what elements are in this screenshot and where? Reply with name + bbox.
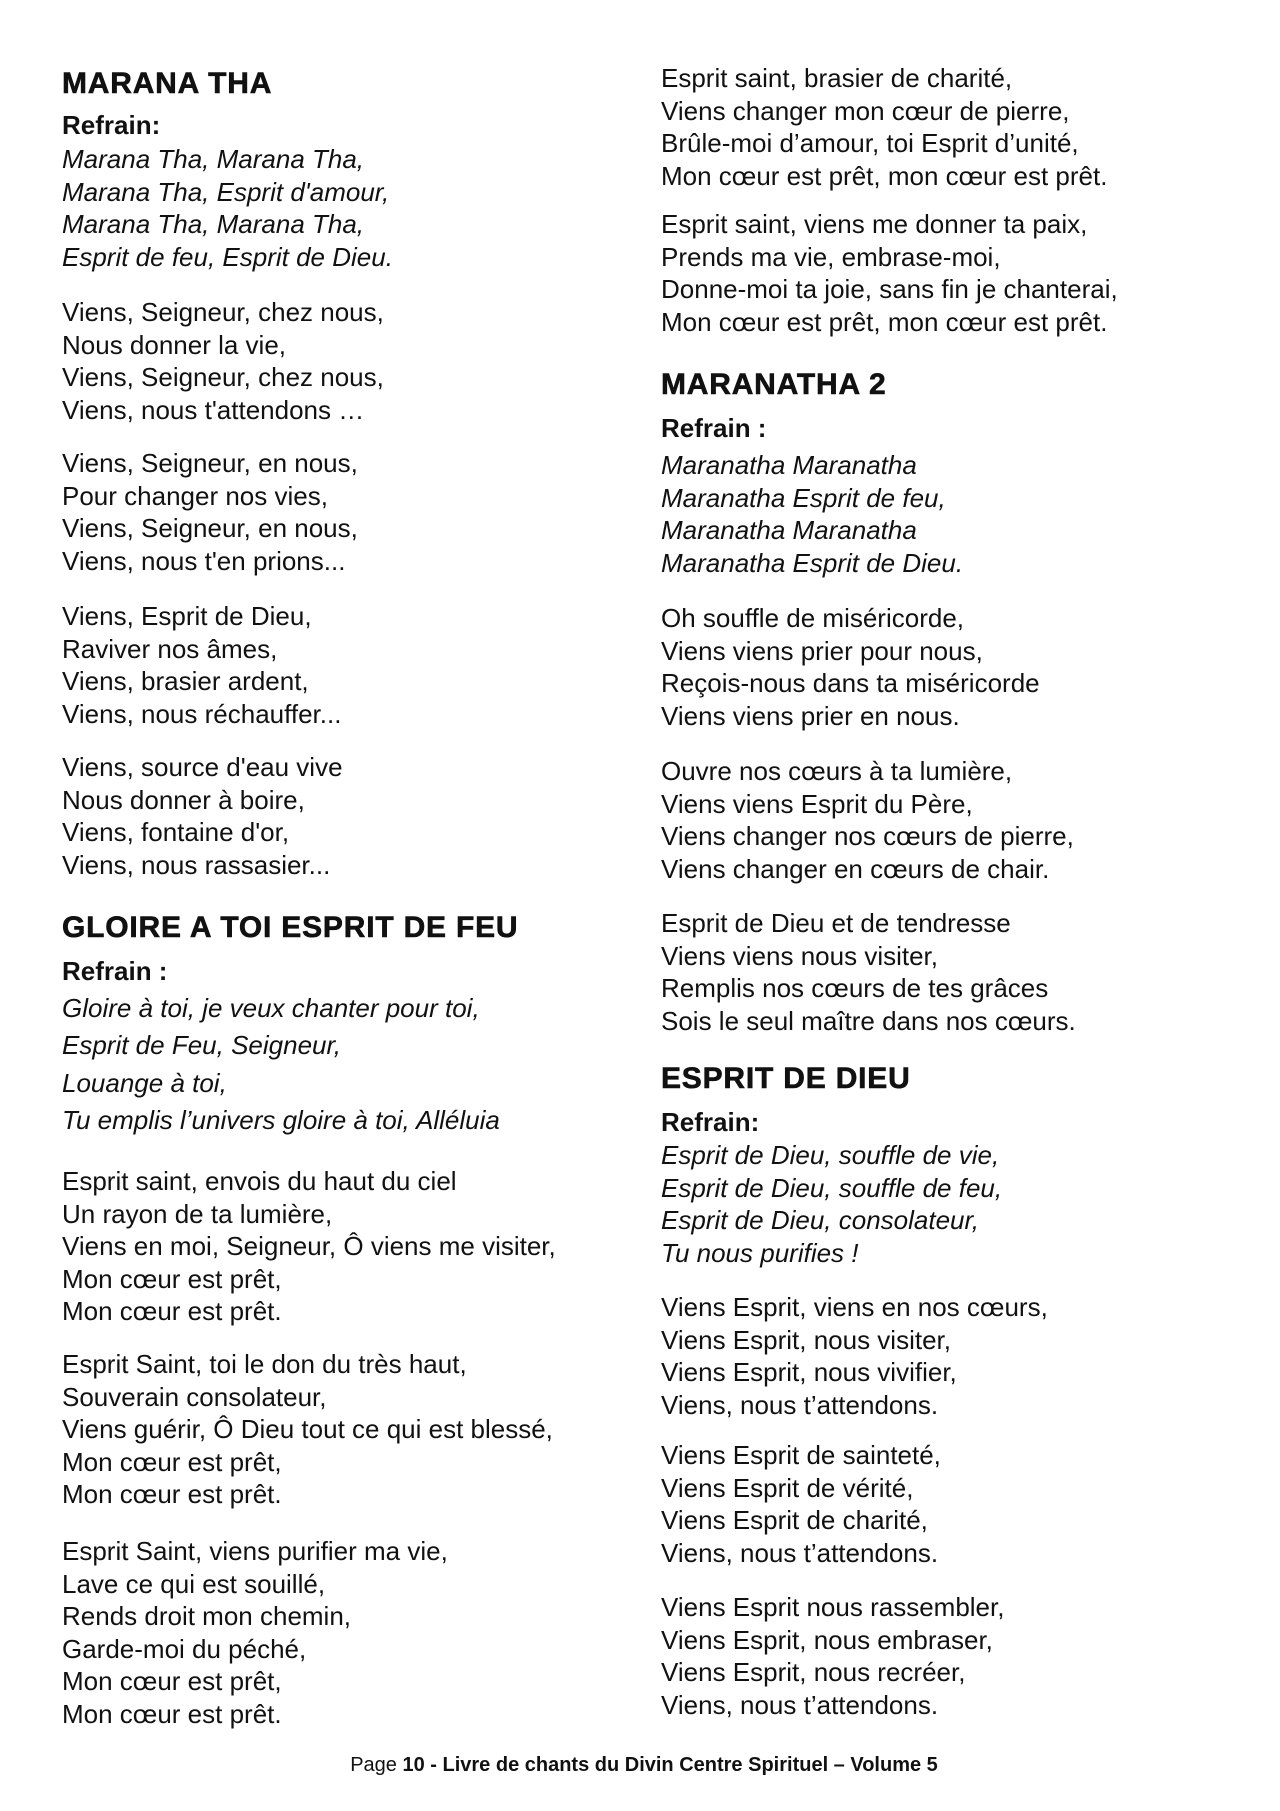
stanza [661, 62, 1107, 192]
refrain-lyrics [661, 449, 963, 579]
lyric-line: Garde-moi du péché, [62, 1633, 307, 1664]
lyric-line: Gloire à toi, je veux chanter pour toi, [62, 993, 480, 1023]
lyric-line: Esprit de Dieu, souffle de feu, [661, 1172, 1003, 1203]
lyric-line: Viens changer en cœurs de chair. [661, 853, 1050, 884]
refrain-lyrics [62, 143, 393, 273]
lyric-line: Viens viens prier pour nous, [661, 635, 983, 666]
stanza [661, 1291, 1048, 1421]
lyric-line: Viens Esprit, nous vivifier, [661, 1357, 957, 1388]
stanza [62, 1348, 553, 1511]
song-title-gloire-a-toi: GLOIRE A TOI ESPRIT DE FEU [62, 911, 519, 944]
lyric-line: Tu nous purifies ! [661, 1237, 859, 1268]
lyric-line: Viens, Seigneur, en nous, [62, 513, 358, 544]
refrain-label: Refrain : [661, 413, 767, 443]
lyric-line: Viens viens Esprit du Père, [661, 788, 973, 819]
stanza [661, 755, 1074, 885]
footer-title: 10 - Livre de chants du Divin Centre Spirituel – Volume 5 [402, 1754, 938, 1776]
lyric-line: Marana Tha, Marana Tha, [62, 144, 365, 174]
lyric-line: Esprit saint, envois du haut du ciel [62, 1166, 457, 1196]
lyric-line: Marana Tha, Marana Tha, [62, 209, 365, 240]
lyric-line: Esprit Saint, viens purifier ma vie, [62, 1536, 448, 1566]
lyric-line: Prends ma vie, embrase-moi, [661, 241, 1001, 272]
lyric-line: Mon cœur est prêt. [62, 1698, 282, 1729]
lyric-line: Viens, Seigneur, chez nous, [62, 362, 384, 393]
stanza [62, 447, 358, 577]
lyric-line: Viens Esprit, viens en nos cœurs, [661, 1292, 1048, 1322]
song-title-maranatha-2: MARANATHA 2 [661, 368, 887, 401]
lyric-line: Mon cœur est prêt. [62, 1479, 282, 1510]
lyric-line: Esprit de Feu, Seigneur, [62, 1030, 341, 1061]
lyric-line: Viens, fontaine d'or, [62, 817, 290, 848]
lyric-line: Maranatha Maranatha [661, 515, 917, 546]
lyric-line: Nous donner à boire, [62, 784, 305, 815]
lyric-line: Viens, nous rassasier... [62, 849, 331, 880]
lyric-line: Viens, Seigneur, chez nous, [62, 297, 384, 327]
refrain-label: Refrain: [62, 110, 161, 140]
lyric-line: Mon cœur est prêt, mon cœur est prêt. [661, 160, 1108, 191]
stanza [661, 1591, 1004, 1721]
stanza [661, 602, 1040, 732]
footer-page-word: Page [350, 1754, 397, 1776]
stanza [661, 1439, 941, 1569]
lyric-line: Viens changer mon cœur de pierre, [661, 95, 1070, 126]
lyric-line: Viens en moi, Seigneur, Ô viens me visiter, [62, 1231, 556, 1262]
lyric-line: Viens Esprit de vérité, [661, 1472, 914, 1503]
lyric-line: Viens viens nous visiter, [661, 940, 938, 971]
lyric-line: Viens, nous t’attendons. [661, 1689, 939, 1720]
lyric-line: Viens Esprit de sainteté, [661, 1440, 941, 1470]
refrain-label: Refrain : [62, 956, 168, 986]
lyric-line: Viens viens prier en nous. [661, 700, 960, 731]
lyric-line: Louange à toi, [62, 1067, 227, 1098]
lyric-line: Viens, Seigneur, en nous, [62, 448, 358, 478]
lyric-line: Esprit Saint, toi le don du très haut, [62, 1349, 467, 1379]
page-footer [0, 1752, 1280, 1778]
lyric-line: Viens, nous t’attendons. [661, 1389, 939, 1420]
lyric-line: Oh souffle de miséricorde, [661, 603, 964, 633]
lyric-line: Esprit de Dieu, souffle de vie, [661, 1140, 1000, 1170]
song-title-esprit-de-dieu: ESPRIT DE DIEU [661, 1062, 911, 1095]
lyric-line: Viens Esprit de charité, [661, 1505, 928, 1536]
lyric-line: Maranatha Esprit de feu, [661, 482, 946, 513]
lyric-line: Viens, nous réchauffer... [62, 698, 342, 729]
lyric-line: Viens, source d'eau vive [62, 752, 343, 782]
lyric-line: Viens, brasier ardent, [62, 666, 309, 697]
lyric-line: Marana Tha, Esprit d'amour, [62, 176, 390, 207]
refrain-label: Refrain: [661, 1107, 760, 1137]
lyric-line: Maranatha Maranatha [661, 450, 917, 480]
lyric-line: Souverain consolateur, [62, 1381, 327, 1412]
stanza [62, 600, 341, 730]
lyric-line: Donne-moi ta joie, sans fin je chanterai, [661, 274, 1118, 305]
lyric-line: Brûle-moi d’amour, toi Esprit d’unité, [661, 128, 1079, 159]
lyric-line: Viens, nous t’attendons. [661, 1537, 939, 1568]
lyric-line: Maranatha Esprit de Dieu. [661, 547, 964, 578]
lyric-line: Viens Esprit, nous embraser, [661, 1624, 993, 1655]
lyric-line: Sois le seul maître dans nos cœurs. [661, 1005, 1076, 1036]
stanza [62, 1165, 556, 1328]
lyric-line: Remplis nos cœurs de tes grâces [661, 973, 1049, 1004]
lyric-line: Rends droit mon chemin, [62, 1601, 352, 1632]
refrain-lyrics [62, 990, 500, 1139]
stanza [661, 208, 1118, 338]
lyric-line: Viens Esprit, nous recréer, [661, 1657, 966, 1688]
stanza [62, 751, 343, 881]
lyric-line: Viens Esprit nous rassembler, [661, 1592, 1005, 1622]
lyric-line: Esprit de Dieu et de tendresse [661, 908, 1011, 938]
lyric-line: Viens guérir, Ô Dieu tout ce qui est blessé, [62, 1414, 553, 1445]
stanza [661, 907, 1076, 1037]
lyric-line: Viens, nous t'en prions... [62, 545, 346, 576]
lyric-line: Viens, Esprit de Dieu, [62, 601, 312, 631]
lyric-line: Mon cœur est prêt, [62, 1263, 282, 1294]
lyric-line: Raviver nos âmes, [62, 633, 278, 664]
lyric-line: Reçois-nous dans ta miséricorde [661, 668, 1040, 699]
lyric-line: Viens, nous t'attendons … [62, 394, 365, 425]
lyric-line: Mon cœur est prêt. [62, 1296, 282, 1327]
lyric-line: Esprit de Dieu, consolateur, [661, 1205, 979, 1236]
lyric-line: Viens changer nos cœurs de pierre, [661, 821, 1074, 852]
song-title-marana-tha: MARANA THA [62, 67, 273, 100]
lyric-line: Esprit saint, brasier de charité, [661, 63, 1013, 93]
refrain-lyrics [661, 1139, 1002, 1269]
lyric-line: Tu emplis l’univers gloire à toi, Alléluia [62, 1104, 500, 1135]
lyric-line: Esprit de feu, Esprit de Dieu. [62, 241, 393, 272]
lyric-line: Ouvre nos cœurs à ta lumière, [661, 756, 1013, 786]
lyric-line: Mon cœur est prêt, mon cœur est prêt. [661, 306, 1108, 337]
lyric-line: Pour changer nos vies, [62, 480, 328, 511]
stanza [62, 296, 384, 426]
lyric-line: Viens Esprit, nous visiter, [661, 1324, 951, 1355]
lyric-line: Lave ce qui est souillé, [62, 1568, 326, 1599]
lyric-line: Mon cœur est prêt, [62, 1666, 282, 1697]
lyric-line: Esprit saint, viens me donner ta paix, [661, 209, 1088, 239]
lyric-line: Nous donner la vie, [62, 329, 287, 360]
lyric-line: Un rayon de ta lumière, [62, 1198, 333, 1229]
stanza [62, 1535, 448, 1731]
lyric-line: Mon cœur est prêt, [62, 1446, 282, 1477]
